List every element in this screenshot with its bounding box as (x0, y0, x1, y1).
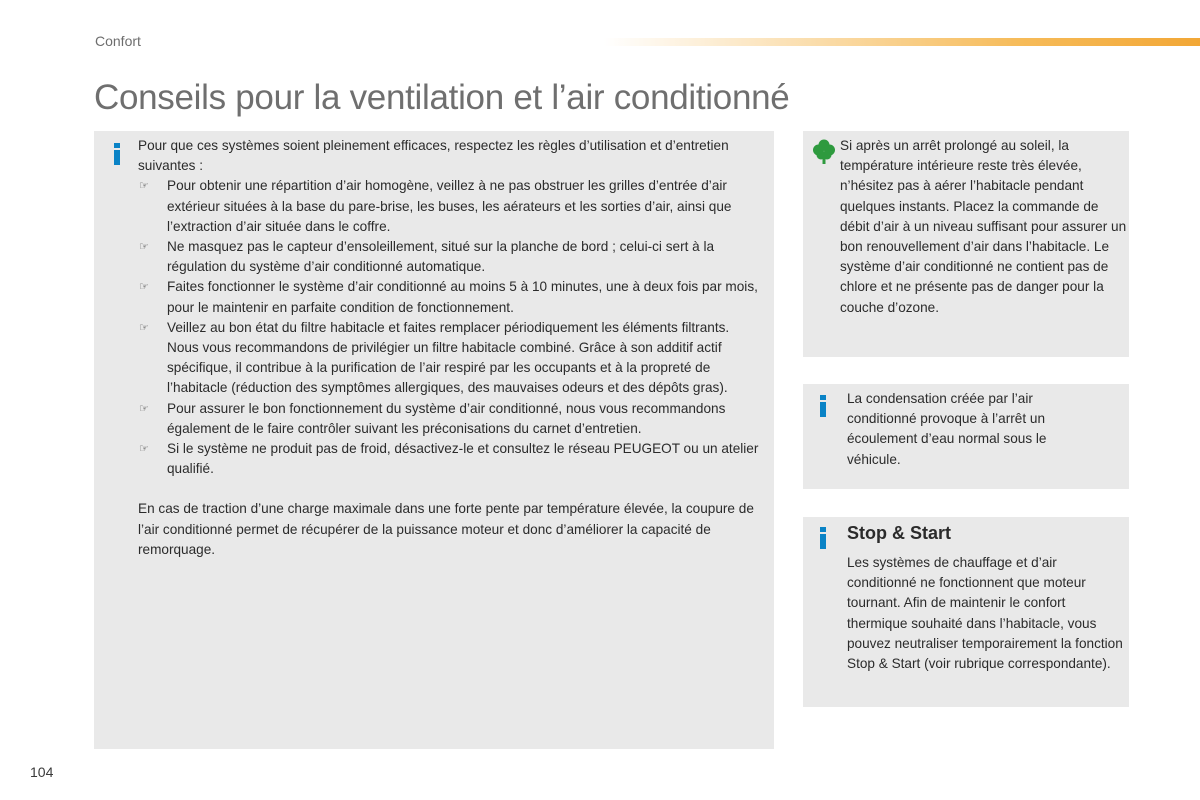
pointing-hand-icon: ☞ (139, 443, 149, 456)
pointing-hand-icon: ☞ (139, 402, 149, 415)
ventilation-tips-box (94, 131, 774, 749)
tips-list (138, 176, 770, 479)
filter-note: Nous vous recommandons de privilégier un filtre habitacle combiné. Grâce à son additif actif spécifique, il contribue à la purification de l’air respiré par les occupants et à la propreté de l’habitacle (réduction des symptômes allergiques, des mauvaises odeurs et des dépôts gras). (167, 340, 728, 396)
condensation-text: La condensation créée par l’air conditionné provoque à l’arrêt un écoulement d’eau normal sous le véhicule. (847, 391, 1047, 467)
list-item: ☞ Veillez au bon état du filtre habitacle et faites remplacer périodiquement les éléments filtrants. Nous vous recommandons de privilégier un filtre habitacle combiné. Grâce à son additif actif spécifique, il contribue à la purification de l’air respiré par les occupants et à la propreté de l’habitacle (réduction des symptômes allergiques, des mauvaises odeurs et des dépôts gras). (138, 318, 770, 399)
pointing-hand-icon: ☞ (139, 321, 149, 334)
info-icon (818, 527, 828, 549)
page-number: 104 (30, 764, 54, 780)
stop-start-text: Les systèmes de chauffage et d’air conditionné ne fonctionnent que moteur tournant. Afin de maintenir le confort thermique souhaité dans l’habitacle, vous pouvez neutraliser temporairement la fonction Stop & Start (voir rubrique correspondante). (847, 555, 1123, 672)
tree-icon (813, 139, 835, 165)
eco-advice-text: Si après un arrêt prolongé au soleil, la température intérieure reste très élevée, n’hésitez pas à aérer l’habitacle pendant quelques instants. Placez la commande de débit d’air à un niveau suffisant pour assurer un bon renouvellement d’air dans l’habitacle. Le système d’air conditionné ne contient pas de chlore et ne présente pas de danger pour la couche d’ozone. (840, 138, 1127, 315)
tips-content (138, 136, 770, 560)
list-item: ☞ Si le système ne produit pas de froid, désactivez-le et consultez le réseau PEUGEOT ou un atelier qualifié. (139, 441, 759, 477)
stop-start-heading: Stop & Start (847, 523, 952, 543)
list-item: ☞ Pour assurer le bon fonctionnement du système d’air conditionné, nous vous recommandons également de le faire contrôler suivant les préconisations du carnet d’entretien. (139, 400, 726, 436)
info-icon (818, 395, 828, 417)
info-icon (112, 143, 122, 165)
pointing-hand-icon: ☞ (139, 281, 149, 294)
condensation-box (803, 384, 1129, 489)
list-item: ☞ Ne masquez pas le capteur d’ensoleillement, situé sur la planche de bord ; celui-ci sert à la régulation du système d’air conditionné automatique. (139, 239, 715, 275)
tips-intro: Pour que ces systèmes soient pleinement efficaces, respectez les règles d’utilisation et d’entretien suivantes : (138, 138, 729, 174)
page-title: Conseils pour la ventilation et l’air conditionné (94, 78, 790, 117)
list-item: ☞ Pour obtenir une répartition d’air homogène, veillez à ne pas obstruer les grilles d’entrée d’air extérieur situées à la base du pare-brise, les buses, les aérateurs et les sorties d’air, ainsi que l’extraction d’air située dans le coffre. (139, 178, 732, 234)
header-accent-bar (604, 38, 1200, 46)
pointing-hand-icon: ☞ (139, 241, 149, 254)
section-label: Confort (95, 33, 141, 49)
list-item: ☞ Faites fonctionner le système d’air conditionné au moins 5 à 10 minutes, une à deux fois par mois, pour le maintenir en parfaite condition de fonctionnement. (139, 279, 758, 315)
stop-start-box (803, 517, 1129, 707)
pointing-hand-icon: ☞ (139, 180, 149, 193)
eco-advice-box (803, 131, 1129, 357)
towing-note: En cas de traction d’une charge maximale dans une forte pente par température élevée, la coupure de l’air conditionné permet de récupérer de la puissance moteur et donc d’améliorer la capacité de remorquage. (138, 501, 754, 557)
